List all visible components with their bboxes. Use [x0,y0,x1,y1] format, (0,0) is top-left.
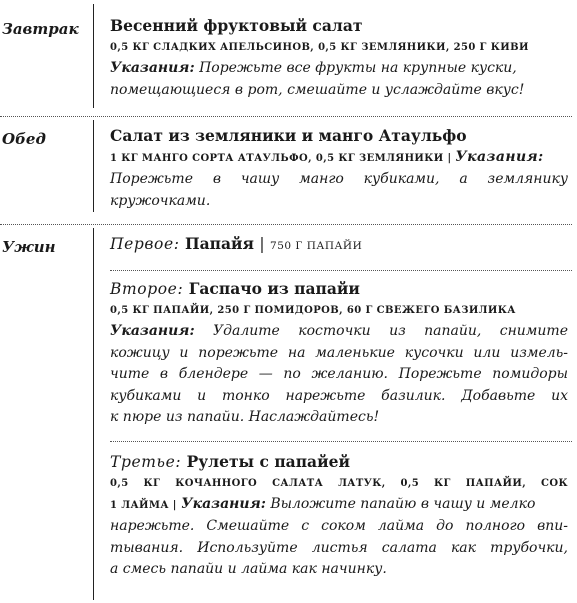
separator-second-third [110,441,572,442]
recipe-title-line [110,233,568,257]
meal-label-breakfast: Завтрак [2,20,79,38]
instructions-text: помещающиеся в рот, смешайте и услаждайте вкус! [110,81,525,98]
recipe-instructions [110,169,568,212]
instructions-text: чите в блендере — по желанию. Порежьте помидоры [110,366,568,382]
instructions-label: Указания: [181,496,266,512]
title-separator: | [259,235,265,253]
recipe-ingredients: 1 ЛАЙМА | [110,500,177,511]
recipe-title: Гаспачо из папайи [188,279,360,298]
instructions-text: кожицу и порежьте на маленькие кусочки или измель- [110,344,568,361]
recipe-title: Салат из земляники и манго Атаульфо [110,126,467,145]
recipe-dinner-third [110,451,568,581]
recipe-title: Папайя [184,234,254,253]
recipe-ingredients: 0,5 КГ ПАПАЙИ, 250 Г ПОМИДОРОВ, 60 Г СВЕЖЕГО БАЗИЛИКА [110,305,516,316]
recipe-title: Рулеты с папайей [186,452,350,471]
recipe-ingredients: 750 Г ПАПАЙИ [270,240,363,252]
recipe-title-line [110,278,568,300]
recipe-instructions [110,321,568,429]
recipe-instructions [110,494,568,581]
instructions-label: Указания: [455,149,544,165]
column-rule-dinner [93,228,94,600]
course-label: Третье: [110,453,182,471]
recipe-title-line [110,451,568,473]
instructions-text: кружочками. [110,192,211,209]
meal-label-dinner: Ужин [2,238,56,256]
column-rule-lunch [93,120,94,212]
recipe-lunch [110,125,568,212]
course-label: Первое: [110,235,180,253]
recipe-title: Весенний фруктовый салат [110,16,363,35]
instructions-text: Выложите папайю в чашу и мелко [270,496,536,512]
recipe-ingredients-line [110,147,568,169]
column-rule-breakfast [93,4,94,108]
instructions-text: а смесь папайи и лайма как начинку. [110,561,387,577]
separator-lunch-dinner [0,224,572,225]
instructions-text: Удалите косточки из папайи, снимите [213,323,568,339]
recipe-breakfast [110,15,568,101]
separator-first-second [110,270,572,271]
instructions-text: Порежьте все фрукты на крупные куски, [199,60,517,76]
recipe-ingredients: 0,5 КГ СЛАДКИХ АПЕЛЬСИНОВ, 0,5 КГ ЗЕМЛЯНИКИ, 250 Г КИВИ [110,42,529,53]
separator-breakfast-lunch [0,116,572,117]
instructions-text: к пюре из папайи. Наслаждайтесь! [110,409,380,425]
instructions-text: тывания. Используйте листья салата как трубочки, [110,539,568,556]
course-label: Второе: [110,280,184,298]
instructions-text: Порежьте в чашу манго кубиками, а землянику [110,171,568,187]
meal-label-lunch: Обед [2,130,46,148]
recipe-dinner-second [110,278,568,429]
recipe-dinner-first [110,233,568,257]
recipe-instructions [110,58,568,101]
instructions-label: Указания: [110,323,195,339]
instructions-text: кубиками и тонко нарежьте базилик. Добавьте их [110,387,568,404]
recipe-ingredients: 0,5 КГ КОЧАННОГО САЛАТА ЛАТУК, 0,5 КГ ПАПАЙИ, СОК [110,478,568,489]
recipe-ingredients: 1 КГ МАНГО СОРТА АТАУЛЬФО, 0,5 КГ ЗЕМЛЯНИКИ | [110,153,452,164]
instructions-text: нарежьте. Смешайте с соком лайма до полного впи- [110,518,568,534]
instructions-label: Указания: [110,60,195,76]
